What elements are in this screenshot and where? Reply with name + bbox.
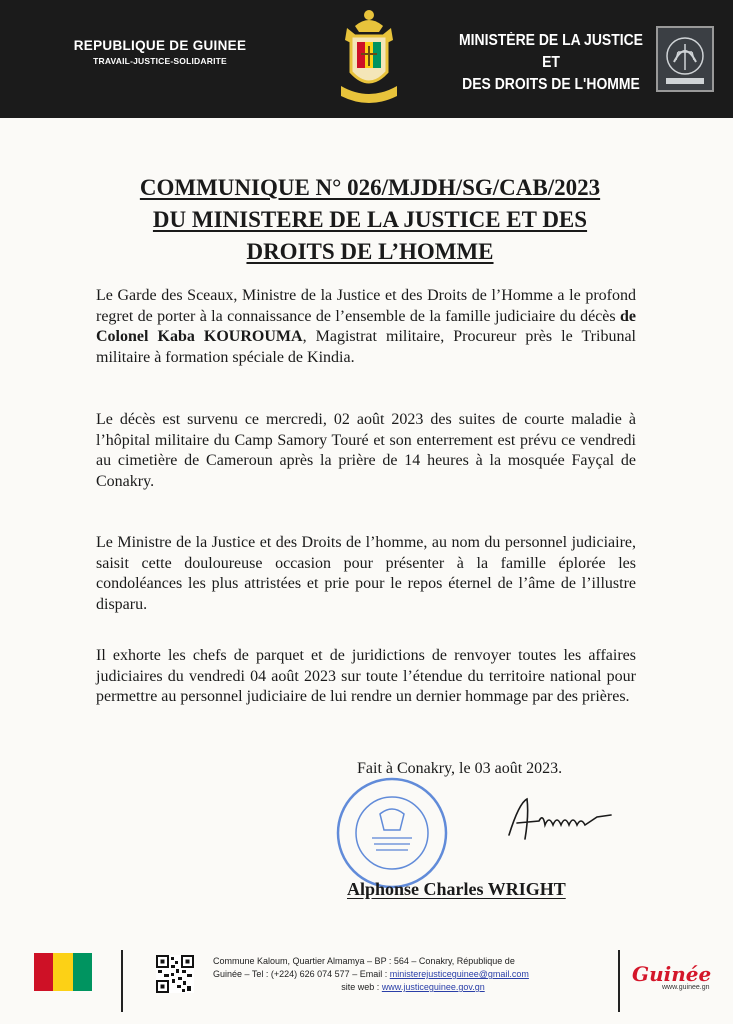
national-motto: TRAVAIL-JUSTICE-SOLIDARITE [93,56,227,66]
guinee-logo-text: Guinée [632,962,712,986]
website-label: site web : [341,982,382,992]
address-line2: Guinée – Tel : (+224) 626 074 577 – Email : [213,969,390,979]
footer-divider-left [121,950,123,1012]
footer-divider-right [618,950,620,1012]
ministry-heading [457,30,646,96]
p1-text-end: , Magistrat militaire, Procureur près le Tribunal militaire à formation spéciale de Kindia. [96,328,636,366]
guinee-logo-url: www.guinee.gn [662,984,710,991]
signature-icon [505,795,615,845]
qr-code-icon [156,955,194,993]
communique-title [60,172,680,268]
p1-text-start: Le Garde des Sceaux, Ministre de la Justice et des Droits de l’Homme a le profond regret de porter à la connaissance de l’ensemble de la famille judiciaire du décès [96,287,636,325]
official-stamp-icon [322,774,462,892]
paragraph-court-suspension: Il exhorte les chefs de parquet et de juridictions de renvoyer toutes les affaires judiciaires du vendredi 04 août 2023 sur toute l’étendue du territoire national pour permettre au personnel judiciaire de lui rendre un dernier hommage par des prières. [96,647,636,705]
website-link[interactable]: www.justiceguinee.gov.gn [381,982,485,992]
ministry-title-line2: DES DROITS DE L'HOMME [462,76,640,93]
paragraph-death-details: Le décès est survenu ce mercredi, 02 août 2023 des suites de courte maladie à l’hôpital militaire du Camp Samory Touré et son enterrement est prévu ce vendredi au cimetière de Cameroun après la prière de 14 heures à la mosquée Fayçal de Conakry. [96,411,636,490]
signatory-name: Alphonse Charles WRIGHT [347,879,566,899]
republic-name: REPUBLIQUE DE GUINEE [73,38,247,53]
guinee-logo [632,962,711,991]
ministry-title-line1: MINISTÈRE DE LA JUSTICE ET [459,32,643,71]
letterhead-banner [0,0,733,118]
deceased-name: de Colonel Kaba KOUROUMA [96,307,636,345]
title-line2: DU MINISTERE DE LA JUSTICE ET DES [152,207,588,232]
title-line1: COMMUNIQUE N° 026/MJDH/SG/CAB/2023 [139,175,601,200]
ministry-emblem-icon [656,26,714,92]
republic-heading [40,38,280,66]
coat-of-arms-icon [335,6,403,112]
email-link[interactable]: ministerejusticeguinee@gmail.com [389,969,529,979]
title-line3: DROITS DE L’HOMME [246,239,494,264]
guinea-flag-icon [34,953,92,991]
footer-address [213,955,613,994]
address-line1: Commune Kaloum, Quartier Almamya – BP : 564 – Conakry, République de [213,956,515,966]
paragraph-announcement [96,286,636,368]
date-line: Fait à Conakry, le 03 août 2023. [357,760,563,777]
paragraph-condolences: Le Ministre de la Justice et des Droits de l’homme, au nom du personnel judiciaire, saisit cette douloureuse occasion pour présenter à la famille éplorée les condoléances les plus attristées et prie pour le repos éternel de l’âme de l’illustre disparu. [96,534,636,613]
